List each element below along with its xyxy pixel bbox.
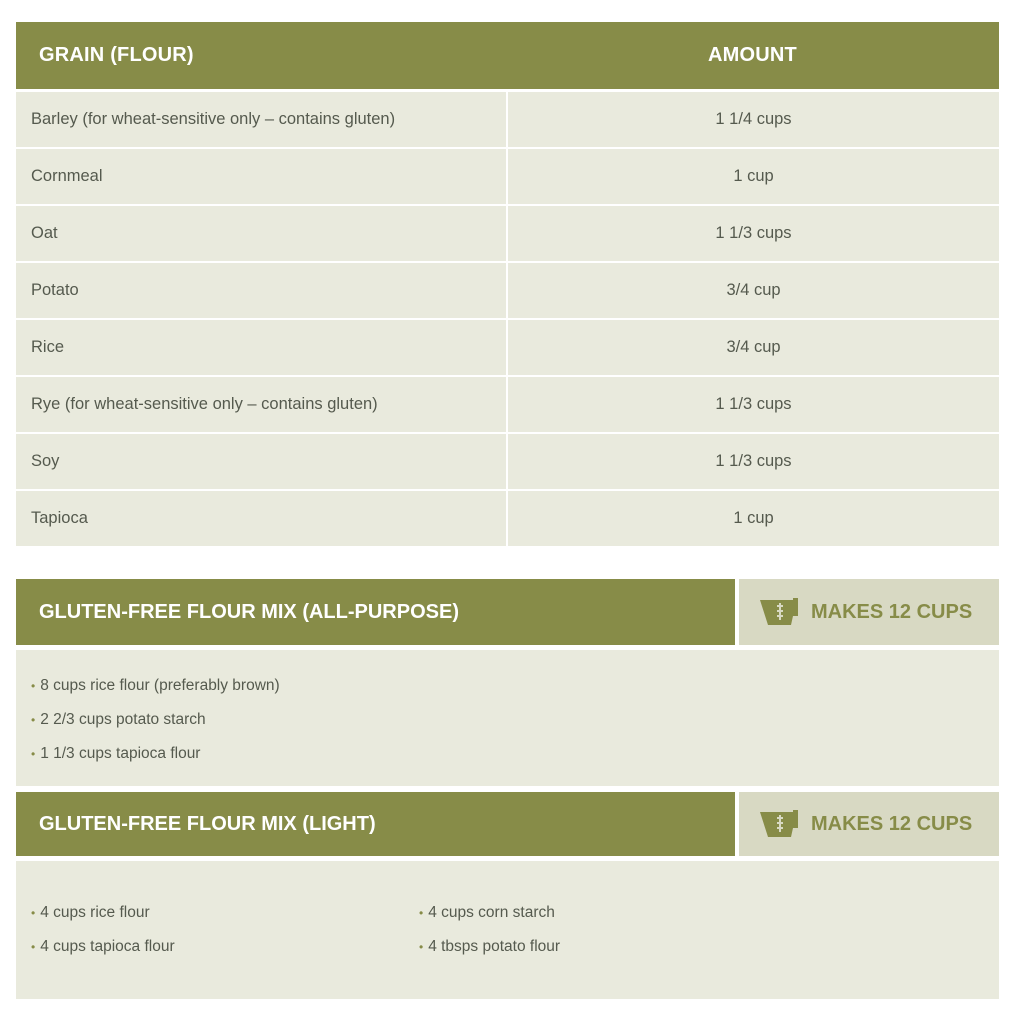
- table-row: [16, 206, 999, 261]
- ingredient-text: 4 cups tapioca flour: [40, 938, 175, 955]
- list-item: • 4 tbsps potato flour: [419, 938, 561, 955]
- measuring-cup-icon: [759, 809, 799, 839]
- ingredient-text: 4 cups rice flour: [40, 904, 150, 921]
- amount-cell: 1 1/3 cups: [508, 377, 999, 432]
- list-item: • 4 cups corn starch: [419, 904, 555, 921]
- ingredient-text: 4 tbsps potato flour: [428, 938, 561, 955]
- all-purpose-mix-ingredients: [16, 650, 999, 786]
- light-mix-title: GLUTEN-FREE FLOUR MIX (LIGHT): [16, 792, 735, 856]
- list-item: • 8 cups rice flour (preferably brown): [31, 677, 280, 694]
- list-item: • 2 2/3 cups potato starch: [31, 711, 206, 728]
- amount-cell: 1 cup: [508, 491, 999, 546]
- measuring-cup-icon: [759, 597, 799, 627]
- light-mix-ingredients: [16, 861, 999, 999]
- grain-cell: Barley (for wheat-sensitive only – contains gluten): [16, 92, 506, 147]
- grain-cell: Cornmeal: [16, 149, 506, 204]
- amount-cell: 3/4 cup: [508, 263, 999, 318]
- amount-cell: 1 1/3 cups: [508, 206, 999, 261]
- all-purpose-mix-title: GLUTEN-FREE FLOUR MIX (ALL-PURPOSE): [16, 579, 735, 645]
- table-header: [16, 22, 999, 89]
- amount-cell: 1 cup: [508, 149, 999, 204]
- light-mix-yield: [739, 792, 999, 856]
- table-row: [16, 377, 999, 432]
- grain-cell: Rye (for wheat-sensitive only – contains gluten): [16, 377, 506, 432]
- ingredient-text: 4 cups corn starch: [428, 904, 555, 921]
- table-row: [16, 491, 999, 546]
- list-item: • 4 cups rice flour: [31, 904, 150, 921]
- amount-cell: 1 1/4 cups: [508, 92, 999, 147]
- table-row: [16, 434, 999, 489]
- grain-cell: Rice: [16, 320, 506, 375]
- ingredient-text: 2 2/3 cups potato starch: [40, 711, 206, 728]
- grain-column-header: GRAIN (FLOUR): [39, 44, 194, 66]
- grain-cell: Tapioca: [16, 491, 506, 546]
- all-purpose-mix-yield: [739, 579, 999, 645]
- grain-cell: Potato: [16, 263, 506, 318]
- table-row: [16, 92, 999, 147]
- amount-cell: 3/4 cup: [508, 320, 999, 375]
- ingredient-text: 8 cups rice flour (preferably brown): [40, 677, 280, 694]
- flour-substitution-table: [16, 22, 999, 546]
- amount-cell: 1 1/3 cups: [508, 434, 999, 489]
- ingredient-text: 1 1/3 cups tapioca flour: [40, 745, 201, 762]
- all-purpose-mix-header: [16, 579, 999, 645]
- list-item: • 1 1/3 cups tapioca flour: [31, 745, 201, 762]
- table-row: [16, 320, 999, 375]
- table-row: [16, 263, 999, 318]
- light-mix-header: [16, 792, 999, 856]
- makes-label: MAKES 12 CUPS: [811, 600, 973, 623]
- grain-cell: Oat: [16, 206, 506, 261]
- grain-cell: Soy: [16, 434, 506, 489]
- list-item: • 4 cups tapioca flour: [31, 938, 175, 955]
- makes-label: MAKES 12 CUPS: [811, 812, 973, 835]
- amount-column-header: AMOUNT: [708, 44, 797, 66]
- table-row: [16, 149, 999, 204]
